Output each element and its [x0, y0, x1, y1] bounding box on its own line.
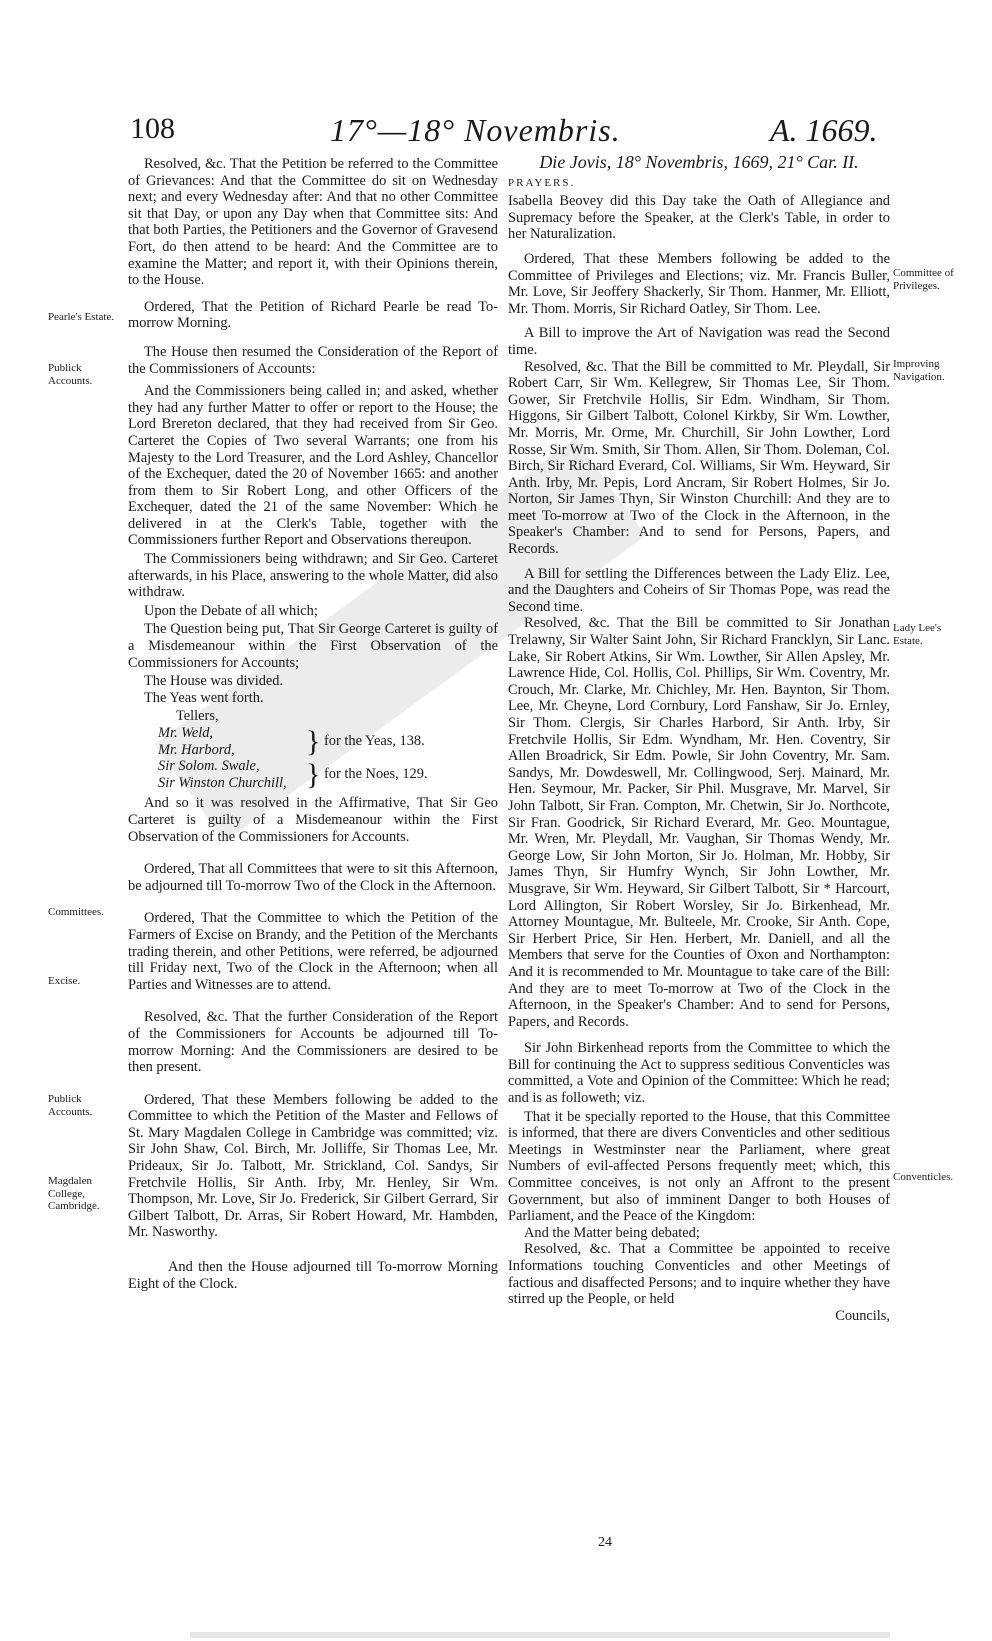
margin-note: Improving Navigation.: [893, 358, 945, 383]
date-heading: Die Jovis, 18° Novembris, 1669, 21° Car. II.: [539, 152, 859, 172]
margin-note: Conventicles.: [893, 1171, 954, 1183]
margin-note: Committees.: [48, 906, 104, 918]
margin-note: Publick Accounts.: [48, 362, 93, 387]
paragraph: And the Matter being debated;: [524, 1224, 700, 1241]
paragraph: And so it was resolved in the Affirmative, That Sir Geo Carteret is guilty of a Misdemeanour within the First Observation of the Commissioners for Accounts.: [128, 795, 498, 845]
page-year: A. 1669.: [770, 112, 878, 148]
paragraph: Upon the Debate of all which;: [144, 602, 318, 619]
left-column: [128, 156, 498, 1298]
paragraph: A Bill for settling the Differences between the Lady Eliz. Lee, and the Daughters and Coheirs of Sir Thomas Pope, was read the Second time.: [508, 565, 890, 615]
teller-name: Sir Solom. Swale,: [158, 758, 260, 775]
paragraph: That it be specially reported to the House, that this Committee is informed, that there are divers Conventicles and other seditious Meetings in Westminster near the Parliament, where great Numbers of evil-affected Persons frequently meet; which, this Committee conceives, is not only an Affront to the present Government, but also of imminent Danger to both Houses of Parliament, and the Peace of the Kingdom:: [508, 1108, 890, 1225]
paragraph: Isabella Beovey did this Day take the Oath of Allegiance and Supremacy before the Speaker, at the Clerk's Table, in order to her Naturalization.: [508, 193, 890, 243]
margin-note: Pearle's Estate.: [48, 311, 115, 323]
paragraph: Resolved, &c. That the Bill be committed to Mr. Pleydall, Sir Robert Carr, Sir Wm. Kellegrew, Sir Thomas Lee, Sir Thom. Gower, Sir Fretchvile Hollis, Sir Edm. Windham, Sir Thom. Higgons, Sir Gilbert Talbott, Colonel Kirkby, Sir Wm. Lowther, Mr. Morris, Mr. Orme, Mr. Churchill, Sir John Lowther, Lord Rosse, Sir Wm. Smith, Sir Thom. Allen, Sir Thom. Doleman, Col. Birch, Sir Richard Everard, Col. Williams, Sir Wm. Heyward, Sir Anth. Irby, Mr. Pepis, Lord Ancram, Sir Robert Holmes, Sir Jo. Norton, Sir James Thyn, Sir Winston Churchill: And they are to meet To-morrow at Two of the Clock in the Afternoon, in the Speaker's Chamber: And to send for Persons, Papers, and Records.: [508, 358, 890, 558]
page-number: 108: [130, 112, 175, 145]
brace: }: [306, 724, 321, 758]
catchword: Councils,: [835, 1307, 890, 1324]
yeas-result: for the Yeas, 138.: [324, 733, 425, 750]
page-header: [0, 112, 992, 152]
tellers-label: Tellers,: [176, 708, 219, 725]
paragraph: And then the House adjourned till To-morrow Morning Eight of the Clock.: [128, 1259, 498, 1292]
paragraph: Resolved, &c. That the Petition be referred to the Committee of Grievances: And that the Committee do sit on Wednesday next; and every Wednesday after: And that no other Committee sit that Day, or upon any Day when that Committee sits: And that both Parties, the Petitioners and the Governor of Gravesend Fort, do then attend to be heard: And the Committee are to examine the Matter; and report it, with their Opinions therein, to the House.: [128, 156, 498, 289]
paragraph: Sir John Birkenhead reports from the Committee to which the Bill for continuing the Act to suppress seditious Conventicles was committed, a Vote and Opinion of the Committee: Which he read; and is as followeth; viz.: [508, 1040, 890, 1107]
paragraph: The Commissioners being withdrawn; and Sir Geo. Carteret afterwards, in his Place, answering to the whole Matter, did also withdraw.: [128, 551, 498, 601]
brace: }: [306, 757, 321, 791]
margin-note: Publick Accounts.: [48, 1093, 93, 1118]
paragraph: Ordered, That these Members following be added to the Committee to which the Petition of the Master and Fellows of St. Mary Magdalen College in Cambridge was committed; viz. Sir John Shaw, Col. Birch, Mr. Jolliffe, Sir Thomas Lee, Mr. Prideaux, Sir Jo. Talbott, Mr. Strickland, Col. Sandys, Sir Fretchvile Hollis, Sir Anth. Irby, Mr. Henley, Sir Wm. Thompson, Mr. Love, Sir Jo. Frederick, Sir Gilbert Gerrard, Sir Gilbert Talbott, Dr. Arras, Sir Robert Howard, Mr. Hambden, Mr. Nasworthy.: [128, 1091, 498, 1241]
paragraph: Resolved, &c. That the further Consideration of the Report of the Commissioners for Accounts be adjourned till To-morrow Morning: And the Commissioners are desired to be then present.: [128, 1009, 498, 1076]
paragraph: And the Commissioners being called in; and asked, whether they had any further Matter to offer or report to the House; the Lord Brereton declared, that they had received from Sir Geo. Carteret the Copies of Two several Warrants; one from his Majesty to the Lord Treasurer, and the Lord Ashley, Chancellor of the Exchequer, dated the 20 of November 1665: and another from them to Sir Robert Long, and other Officers of the Exchequer, dated the 21 of the same November: Which he delivered in at the Clerk's Table, together with the Commissioners further Report and Observations thereupon.: [128, 383, 498, 549]
noes-result: for the Noes, 129.: [324, 766, 428, 783]
page-date: 17°—18° Novembris.: [330, 112, 621, 148]
teller-name: Sir Winston Churchill,: [158, 774, 287, 791]
tellers-block: [128, 708, 498, 791]
paragraph: A Bill to improve the Art of Navigation was read the Second time.: [508, 325, 890, 358]
paragraph: Ordered, That the Committee to which the Petition of the Farmers of Excise on Brandy, and the Petition of the Merchants trading therein, and other Petitions, were referred, be adjourned till Friday next, Two of the Clock in the Afternoon; when all Parties and Witnesses are to attend.: [128, 910, 498, 993]
paragraph: The Question being put, That Sir George Carteret is guilty of a Misdemeanour within the First Observation of the Commissioners for Accounts;: [128, 621, 498, 671]
paragraph: Ordered, That all Committees that were to sit this Afternoon, be adjourned till To-morrow Two of the Clock in the Afternoon.: [128, 861, 498, 894]
paragraph: The House then resumed the Consideration of the Report of the Commissioners of Accounts:: [128, 343, 498, 377]
paragraph: Resolved, &c. That the Bill be committed to Sir Jonathan Trelawny, Sir Walter Saint John, Sir Richard Francklyn, Sir Lanc. Lake, Sir Robert Atkins, Sir Wm. Lowther, Sir Allen Apsley, Mr. Lawrence Hide, Col. Hollis, Col. Phillips, Sir Wm. Coventry, Mr. Crouch, Mr. Clarke, Mr. Chichley, Mr. Hen. Baynton, Sir Thom. Lee, Mr. Cheyne, Lord Cornbury, Lord Fanshaw, Sir Jo. Ernley, Sir Thom. Clergis, Sir Charles Harbord, Sir Anth. Irby, Sir Fretchvile Hollis, Sir Edm. Wyndham, Mr. Hen. Coventry, Sir Allen Broadrick, Sir Edm. Powle, Sir John Coventry, Mr. Sam. Sandys, Mr. Dowdeswell, Mr. Collingwood, Serj. Mainard, Mr. Hen. Seymour, Mr. Packer, Sir Phil. Musgrave, Mr. Marvel, Sir John Talbott, Sir Fran. Compton, Mr. Chetwin, Sir Jo. Northcote, Sir Fran. Goodrick, Sir Richard Everard, Mr. Geo. Mountague, Mr. Wren, Mr. Pleydall, Mr. Vaughan, Sir Thomas Wendy, Mr. George Low, Sir John Morton, Sir Jo. Holman, Mr. Hobby, Sir James Thyn, Sir Humfry Wynch, Sir John Lowther, Mr. Musgrave, Sir Wm. Heyward, Sir Gilbert Talbott, Sir * Harcourt, Lord Allington, Sir Robert Worsley, Sir Jo. Birkenhead, Mr. Attorney Mountague, Mr. Bulteele, Mr. Crooke, Sir Anth. Cope, Sir Herbert Price, Sir Hen. Herbert, Mr. Daniell, and all the Members that serve for the Counties of Oxon and Northampton: And it is recommended to Mr. Mountague to take care of the Bill: And they are to meet To-morrow at Two of the Clock in the Afternoon, in the Speaker's Chamber: And to send for Persons, Papers, and Records.: [508, 615, 890, 1030]
page-bottom-edge: [190, 1632, 890, 1638]
paragraph: Ordered, That the Petition of Richard Pearle be read To-morrow Morning.: [128, 298, 498, 332]
right-column: [508, 152, 890, 1324]
paragraph: The Yeas went forth.: [144, 689, 264, 706]
margin-note: Committee of Privileges.: [893, 267, 954, 292]
margin-note: Lady Lee's Estate.: [893, 622, 942, 647]
paragraph: The House was divided.: [144, 673, 284, 690]
teller-name: Mr. Weld,: [158, 725, 214, 741]
paragraph: Resolved, &c. That a Committee be appointed to receive Informations touching Conventicles and other Meetings of factious and disaffected Persons; and to inquire whether they have stirred up the People, or held: [508, 1241, 890, 1308]
margin-note: Excise.: [48, 975, 81, 987]
prayers-heading: PRAYERS.: [508, 176, 576, 189]
margin-note: Magdalen College, Cambridge.: [48, 1175, 100, 1212]
signature-mark: 24: [598, 1535, 612, 1550]
paragraph: Ordered, That these Members following be added to the Committee of Privileges and Elections; viz. Mr. Francis Buller, Mr. Love, Sir Jeoffery Shackerly, Sir Thom. Hanmer, Mr. Elliott, Mr. Thom. Morris, Sir Richard Oatley, Sir Thom. Lee.: [508, 250, 890, 317]
teller-name: Mr. Harbord,: [158, 741, 235, 758]
